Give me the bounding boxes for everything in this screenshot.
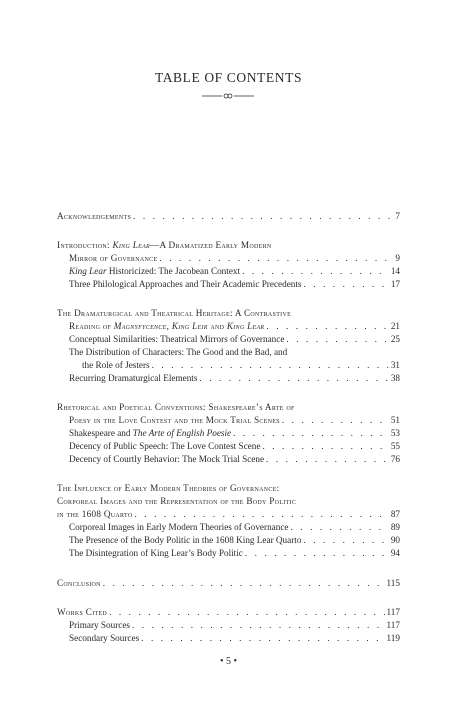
toc-entry[interactable] bbox=[69, 520, 400, 534]
toc-chapter-heading bbox=[57, 238, 400, 252]
toc-page-number: 89 bbox=[390, 522, 400, 532]
toc-page-number: 90 bbox=[390, 535, 400, 545]
toc-chapter-heading bbox=[57, 481, 400, 495]
toc-chapter-heading bbox=[57, 494, 400, 508]
toc-entry-continued bbox=[69, 345, 400, 359]
toc-page-number: 53 bbox=[390, 428, 400, 438]
toc-entry[interactable] bbox=[69, 439, 400, 453]
toc-page-number: 76 bbox=[390, 454, 400, 464]
leader-dots bbox=[304, 277, 389, 291]
toc-entry[interactable] bbox=[69, 452, 400, 466]
toc-entry-title: The Disintegration of King Lear’s Body Politic bbox=[69, 548, 243, 558]
leader-dots bbox=[242, 264, 389, 278]
toc-entry-title: Corporeal Images in Early Modern Theories of Governance bbox=[69, 522, 289, 532]
leader-dots bbox=[152, 358, 389, 372]
leader-dots bbox=[291, 520, 389, 534]
toc-chapter-heading bbox=[57, 306, 400, 320]
toc-page-number: 9 bbox=[395, 253, 400, 263]
toc-entry-title: Works Cited bbox=[57, 607, 108, 617]
toc-page-number: 119 bbox=[386, 633, 400, 643]
leader-dots bbox=[159, 251, 393, 265]
toc-entry-title: Decency of Public Speech: The Love Contest Scene bbox=[69, 441, 261, 451]
toc-entry-title: Primary Sources bbox=[69, 620, 130, 630]
toc-entry-title: Three Philological Approaches and Their Academic Precedents bbox=[69, 279, 302, 289]
toc-entry[interactable] bbox=[69, 426, 400, 440]
toc-page-number: 117 bbox=[386, 607, 400, 617]
toc-entry-title: The Influence of Early Modern Theories of Governance: bbox=[57, 483, 280, 493]
toc-entry[interactable] bbox=[69, 332, 400, 346]
toc-entry[interactable] bbox=[69, 631, 400, 645]
leader-dots bbox=[266, 452, 389, 466]
toc-entry-title: Recurring Dramaturgical Elements bbox=[69, 373, 198, 383]
toc-chapter-heading bbox=[57, 400, 400, 414]
toc-entry[interactable] bbox=[69, 277, 400, 291]
toc-entry-title: Decency of Courtly Behavior: The Mock Trial Scene bbox=[69, 454, 265, 464]
toc-entry-title: Rhetorical and Poetical Conventions: Shakespeare’s Arte of bbox=[57, 402, 295, 412]
leader-dots bbox=[262, 439, 388, 453]
leader-dots bbox=[282, 413, 389, 427]
leader-dots bbox=[109, 605, 384, 619]
toc-entry[interactable] bbox=[69, 319, 400, 333]
toc-page-number: 87 bbox=[390, 509, 400, 519]
toc-page-number: 31 bbox=[390, 360, 400, 370]
toc-page-number: 38 bbox=[390, 373, 400, 383]
toc-page-number: 21 bbox=[390, 321, 400, 331]
page-number: • 5 • bbox=[219, 656, 237, 667]
toc-entry[interactable] bbox=[69, 371, 400, 385]
toc-entry[interactable] bbox=[57, 605, 400, 619]
toc-entry[interactable] bbox=[82, 358, 400, 372]
toc-page-number: 115 bbox=[386, 578, 400, 588]
leader-dots bbox=[141, 631, 384, 645]
toc-entry-title: Poesy in the Love Contest and the Mock Trial Scenes bbox=[69, 415, 280, 425]
toc-entry[interactable] bbox=[69, 546, 400, 560]
toc-page-number: 7 bbox=[395, 211, 400, 221]
toc-entry-title: in the 1608 Quarto bbox=[57, 509, 133, 519]
leader-dots bbox=[133, 209, 393, 223]
leader-dots bbox=[233, 426, 389, 440]
toc-entry-title: Introduction: King Lear—A Dramatized Early Modern bbox=[57, 240, 272, 250]
toc-entry[interactable] bbox=[57, 576, 400, 590]
toc-entry-title: The Distribution of Characters: The Good and the Bad, and bbox=[69, 347, 288, 357]
page-title: TABLE OF CONTENTS bbox=[154, 70, 303, 85]
toc-entry[interactable] bbox=[69, 533, 400, 547]
leader-dots bbox=[303, 533, 388, 547]
leader-dots bbox=[135, 507, 389, 521]
toc-page-number: 25 bbox=[390, 334, 400, 344]
toc-entry-title: Secondary Sources bbox=[69, 633, 140, 643]
leader-dots bbox=[132, 618, 385, 632]
toc-page-number: 51 bbox=[390, 415, 400, 425]
leader-dots bbox=[286, 332, 388, 346]
toc-entry-title: The Dramaturgical and Theatrical Heritage: A Contrastive bbox=[57, 308, 292, 318]
toc-page-number: 55 bbox=[390, 441, 400, 451]
toc-entry-title: the Role of Jesters bbox=[82, 360, 150, 370]
leader-dots bbox=[245, 546, 389, 560]
toc-entry-title: Shakespeare and The Arte of English Poesie bbox=[69, 428, 232, 438]
toc-entry[interactable] bbox=[57, 209, 400, 223]
toc-page-number: 94 bbox=[390, 548, 400, 558]
toc-entry-title: Reading of Magnyfycence, King Leir and King Lear bbox=[69, 321, 265, 331]
toc-page-number: 117 bbox=[386, 620, 400, 630]
leader-dots bbox=[103, 576, 385, 590]
toc-entry[interactable] bbox=[69, 264, 400, 278]
toc-entry[interactable] bbox=[69, 251, 400, 265]
toc-entry-title: Acknowledgements bbox=[57, 211, 132, 221]
toc-entry-title: Conclusion bbox=[57, 578, 101, 588]
ornament-divider-icon bbox=[202, 91, 254, 101]
leader-dots bbox=[199, 371, 388, 385]
toc-page-number: 17 bbox=[390, 279, 400, 289]
toc-entry[interactable] bbox=[69, 618, 400, 632]
toc-page-number: 14 bbox=[390, 266, 400, 276]
toc-entry-title: King Lear Historicized: The Jacobean Context bbox=[69, 266, 241, 276]
toc-entry[interactable] bbox=[69, 413, 400, 427]
toc-entry[interactable] bbox=[57, 507, 400, 521]
toc-entry-title: Mirror of Governance bbox=[69, 253, 158, 263]
toc-entry-title: Conceptual Similarities: Theatrical Mirrors of Governance bbox=[69, 334, 285, 344]
toc-entry-title: The Presence of the Body Politic in the 1608 King Lear Quarto bbox=[69, 535, 302, 545]
leader-dots bbox=[266, 319, 388, 333]
toc-entry-title: Corporeal Images and the Representation of the Body Politic bbox=[57, 496, 297, 506]
